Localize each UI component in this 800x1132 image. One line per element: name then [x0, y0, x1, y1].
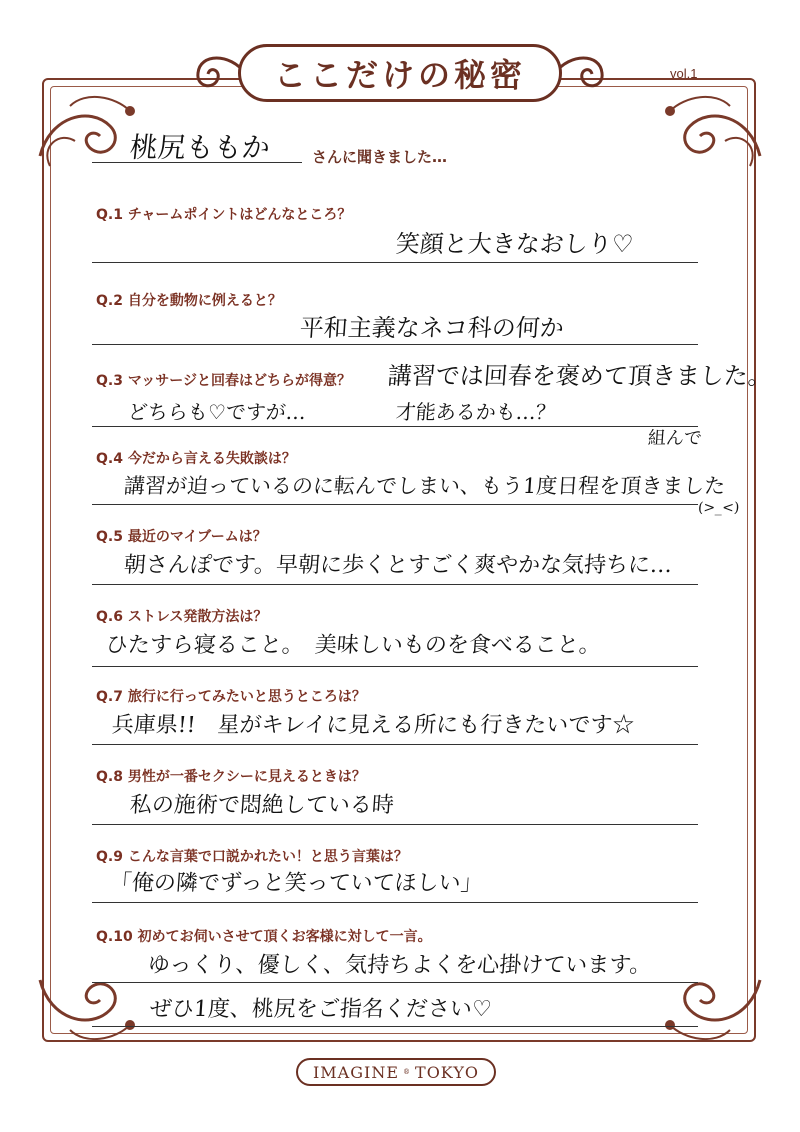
page-title: ここだけの秘密: [273, 56, 526, 94]
question-9-answer: 「俺の隣でずっと笑っていてほしい」: [108, 871, 484, 896]
name-suffix: さんに聞きました…: [312, 148, 448, 166]
logo-registered-mark: ®: [403, 1068, 412, 1076]
top-right-ornament: [650, 86, 770, 176]
question-6-label: Q.6 ストレス発散方法は？: [96, 609, 268, 625]
brand-logo: [296, 1058, 496, 1086]
question-10-answer-2: ぜひ1度、桃尻をご指名ください♡: [148, 997, 493, 1022]
question-3-rule: [92, 426, 698, 427]
question-3-label: Q.3 マッサージと回春はどちらが得意？: [96, 373, 351, 389]
question-7-answer: 兵庫県!! 星がキレイに見える所にも行きたいです☆: [110, 713, 636, 738]
question-1-rule: [92, 262, 698, 263]
question-2-label: Q.2 自分を動物に例えると？: [96, 293, 282, 309]
question-3-answer-2: どちらも♡ですが…: [127, 400, 307, 424]
question-2-answer: 平和主義なネコ科の何か: [298, 314, 565, 342]
question-8-answer: 私の施術で悶絶している時: [128, 793, 395, 818]
volume-label: vol.1: [670, 66, 698, 81]
question-1-label: Q.1 チャームポイントはどんなところ？: [96, 207, 352, 223]
question-10-answer-1: ゆっくり、優しく、気持ちよくを心掛けています。: [146, 953, 653, 978]
question-3-answer-1: 講習では回春を褒めて頂きました。: [386, 362, 773, 390]
question-4-rule: [92, 504, 698, 505]
question-9-label: Q.9 こんな言葉で口説かれたい！と思う言葉は？: [96, 849, 408, 865]
logo-city-text: TOKYO: [415, 1062, 480, 1082]
question-7-label: Q.7 旅行に行ってみたいと思うところは？: [96, 689, 366, 705]
question-5-rule: [92, 584, 698, 585]
question-4-emoticon: (>_<): [697, 500, 740, 516]
question-7-rule: [92, 744, 698, 745]
question-4-answer: 講習が迫っているのに転んでしまい、もう1度日程を頂きました: [123, 474, 727, 498]
bottom-right-ornament: [650, 960, 770, 1050]
question-10-label: Q.10 初めてお伺いさせて頂くお客様に対して一言。: [96, 929, 432, 945]
question-5-label: Q.5 最近のマイブームは？: [96, 529, 267, 545]
logo-main-text: IMAGINE: [312, 1062, 400, 1082]
question-5-answer: 朝さんぽです。早朝に歩くとすごく爽やかな気持ちに…: [122, 553, 673, 578]
title-cartouche: [238, 44, 562, 102]
question-6-answer: ひたすら寝ること。 美味しいものを食べること。: [104, 633, 602, 658]
question-6-rule: [92, 666, 698, 667]
question-10-rule-2: [92, 1026, 698, 1027]
question-1-answer: 笑顔と大きなおしり♡: [394, 230, 635, 258]
question-10-rule-1: [92, 982, 698, 983]
question-4-label: Q.4 今だから言える失敗談は？: [96, 451, 296, 467]
question-2-rule: [92, 344, 698, 345]
question-4-answer-note: 組んで: [647, 428, 703, 449]
question-8-label: Q.8 男性が一番セクシーに見えるときは？: [96, 769, 366, 785]
respondent-name: 桃尻ももか: [128, 131, 272, 164]
bottom-left-ornament: [30, 960, 150, 1050]
question-9-rule: [92, 902, 698, 903]
question-8-rule: [92, 824, 698, 825]
question-3-answer-3: 才能あるかも…？: [395, 400, 557, 424]
name-underline: [92, 162, 302, 163]
